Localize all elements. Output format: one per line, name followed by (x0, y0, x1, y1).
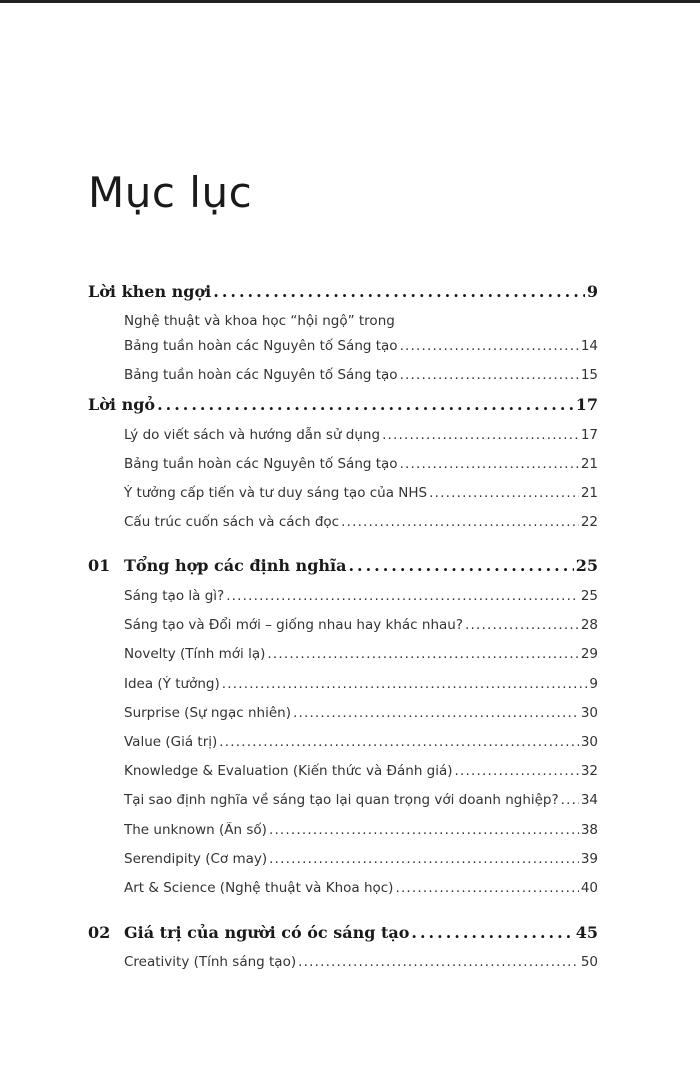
chapter-number: 01 (88, 556, 111, 575)
toc-entry[interactable] (124, 588, 598, 608)
toc-entry-title: Tại sao định nghĩa về sáng tạo lại quan trọng với doanh nghiệp? (124, 792, 559, 808)
toc-entry-title: Lời ngỏ (88, 395, 156, 414)
toc-entry-title: Giá trị của người có óc sáng tạo (124, 923, 410, 942)
toc-entry-title: Bảng tuần hoàn các Nguyên tố Sáng tạo (124, 456, 398, 472)
toc-chapter-entry[interactable] (88, 556, 598, 578)
toc-entry[interactable] (124, 705, 598, 725)
toc-entry[interactable] (124, 763, 598, 783)
toc-entry[interactable] (124, 367, 598, 387)
toc-entry[interactable] (124, 338, 598, 358)
dot-leader (411, 923, 573, 942)
toc-entry[interactable] (124, 617, 598, 637)
dot-leader (382, 427, 579, 443)
toc-entry-title: The unknown (Ẩn số) (124, 822, 267, 838)
toc-page-number: 15 (580, 367, 598, 383)
toc-page-number: 25 (580, 588, 598, 604)
toc-entry-line: Nghệ thuật và khoa học “hội ngộ” trong (124, 313, 395, 329)
toc-entry[interactable] (124, 514, 598, 534)
toc-chapter-entry[interactable] (88, 923, 598, 945)
toc-entry[interactable] (124, 734, 598, 754)
dot-leader (455, 763, 579, 779)
toc-page-number: 25 (575, 556, 598, 575)
toc-entry-title: Serendipity (Cơ may) (124, 851, 268, 867)
toc-entry[interactable] (124, 485, 598, 505)
dot-leader (400, 338, 579, 354)
dot-leader (400, 456, 579, 472)
dot-leader (561, 792, 579, 808)
toc-entry-title: Value (Giá trị) (124, 734, 218, 750)
toc-entry-title: Ý tưởng cấp tiến và tư duy sáng tạo của NHS (124, 485, 428, 501)
toc-entry[interactable] (124, 646, 598, 666)
dot-leader (341, 514, 579, 530)
toc-entry-title: Creativity (Tính sáng tạo) (124, 954, 297, 970)
toc-entry[interactable] (124, 427, 598, 447)
toc-entry-title: Knowledge & Evaluation (Kiến thức và Đánh giá) (124, 763, 453, 779)
toc-entry-major[interactable] (88, 282, 598, 304)
toc-page-number: 38 (580, 822, 598, 838)
toc-entry-title: Lý do viết sách và hướng dẫn sử dụng (124, 427, 381, 443)
toc-page-number: 50 (580, 954, 598, 970)
toc-entry-title: Bảng tuần hoàn các Nguyên tố Sáng tạo (124, 367, 398, 383)
toc-page-number: 22 (580, 514, 598, 530)
toc-page-number: 39 (580, 851, 598, 867)
dot-leader (226, 588, 579, 604)
toc-page-number: 32 (580, 763, 598, 779)
dot-leader (298, 954, 579, 970)
toc-entry[interactable] (124, 954, 598, 974)
toc-entry-title: Novelty (Tính mới lạ) (124, 646, 266, 662)
dot-leader (400, 367, 579, 383)
toc-page-number: 29 (580, 646, 598, 662)
toc-entry[interactable] (124, 822, 598, 842)
dot-leader (269, 822, 579, 838)
toc-page-number: 21 (580, 485, 598, 501)
toc-entry-major[interactable] (88, 395, 598, 417)
dot-leader (222, 676, 588, 692)
dot-leader (465, 617, 579, 633)
toc-page-number: 17 (575, 395, 598, 414)
toc-entry[interactable] (124, 880, 598, 900)
dot-leader (293, 705, 579, 721)
dot-leader (269, 851, 579, 867)
toc-entry-title: Sáng tạo là gì? (124, 588, 225, 604)
toc-entry[interactable] (124, 676, 598, 696)
toc-page-number: 21 (580, 456, 598, 472)
toc-entry-title: Cấu trúc cuốn sách và cách đọc (124, 514, 340, 530)
dot-leader (429, 485, 579, 501)
dot-leader (267, 646, 578, 662)
toc-entry-title: Surprise (Sự ngạc nhiên) (124, 705, 291, 721)
toc-page-number: 9 (586, 282, 598, 301)
toc-entry-title: Art & Science (Nghệ thuật và Khoa học) (124, 880, 394, 896)
toc-page-number: 45 (575, 923, 598, 942)
toc-page-number: 28 (580, 617, 598, 633)
toc-page-number: 34 (580, 792, 598, 808)
toc-entry[interactable] (124, 792, 598, 812)
dot-leader (219, 734, 579, 750)
toc-page-number: 14 (580, 338, 598, 354)
top-border-rule (0, 0, 700, 3)
toc-entry-title: Bảng tuần hoàn các Nguyên tố Sáng tạo (124, 338, 398, 354)
toc-entry-title: Sáng tạo và Đổi mới – giống nhau hay khác nhau? (124, 617, 463, 633)
toc-page-number: 9 (589, 676, 598, 692)
toc-page-number: 40 (580, 880, 598, 896)
dot-leader (157, 395, 574, 414)
toc-entry[interactable] (124, 456, 598, 476)
toc-entry[interactable] (124, 851, 598, 871)
toc-entry-title: Lời khen ngợi (88, 282, 212, 301)
toc-entry-title: Idea (Ý tưởng) (124, 676, 220, 692)
toc-page-number: 30 (580, 705, 598, 721)
toc-page-number: 30 (580, 734, 598, 750)
toc-entry-title: Tổng hợp các định nghĩa (124, 556, 347, 575)
chapter-number: 02 (88, 923, 111, 942)
dot-leader (395, 880, 578, 896)
dot-leader (213, 282, 585, 301)
toc-page-number: 17 (580, 427, 598, 443)
page-title: Mục lục (88, 168, 253, 218)
dot-leader (348, 556, 573, 575)
